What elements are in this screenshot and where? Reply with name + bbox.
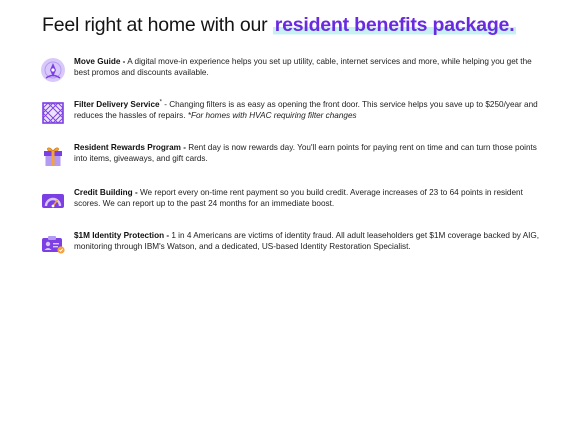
title-plain: Feel right at home with our [42,14,273,36]
benefit-description: 1 in 4 Americans are victims of identity fraud. All adult leaseholders get $1M coverage backed by AIG, monitoring through IBM's Watson, and a dedicated, US-based Identity Restoration Specialist. [74,231,540,251]
benefit-text [74,143,540,164]
benefit-description: Rent day is now rewards day. You'll earn points for paying rent on time and can turn those points into items, giveaways, and gift cards. [74,143,537,163]
benefit-text [74,57,540,78]
credit-gauge-icon [40,188,66,214]
benefit-text [74,100,540,121]
benefit-description: We report every on-time rent payment so you build credit. Average increases of 23 to 64 points in resident scores. We can report up to the past 24 months for an immediate boost. [74,188,523,208]
benefit-title: Credit Building - [74,188,138,197]
benefit-title: Filter Delivery Service [74,100,160,109]
move-guide-icon [40,57,66,83]
benefit-description: - Changing filters is as easy as opening the front door. This service helps you save up to $250/year and reduces the hassles of repairs. [74,100,538,120]
air-filter-icon [40,100,66,126]
identity-card-icon [40,231,66,257]
benefit-footnote: *For homes with HVAC requiring filter changes [187,110,357,120]
benefit-title: Resident Rewards Program - [74,143,186,152]
page-title [42,14,516,37]
gift-icon [40,143,66,169]
benefit-text [74,231,540,252]
title-highlight: resident benefits package. [274,14,515,36]
benefit-asterisk: * [159,99,162,106]
benefit-title: Move Guide - [74,57,126,66]
benefit-text [74,188,540,209]
benefit-title: $1M Identity Protection - [74,231,170,240]
benefit-description: A digital move-in experience helps you set up utility, cable, internet services and more, while helping you get the best promos and discounts available. [74,57,532,77]
